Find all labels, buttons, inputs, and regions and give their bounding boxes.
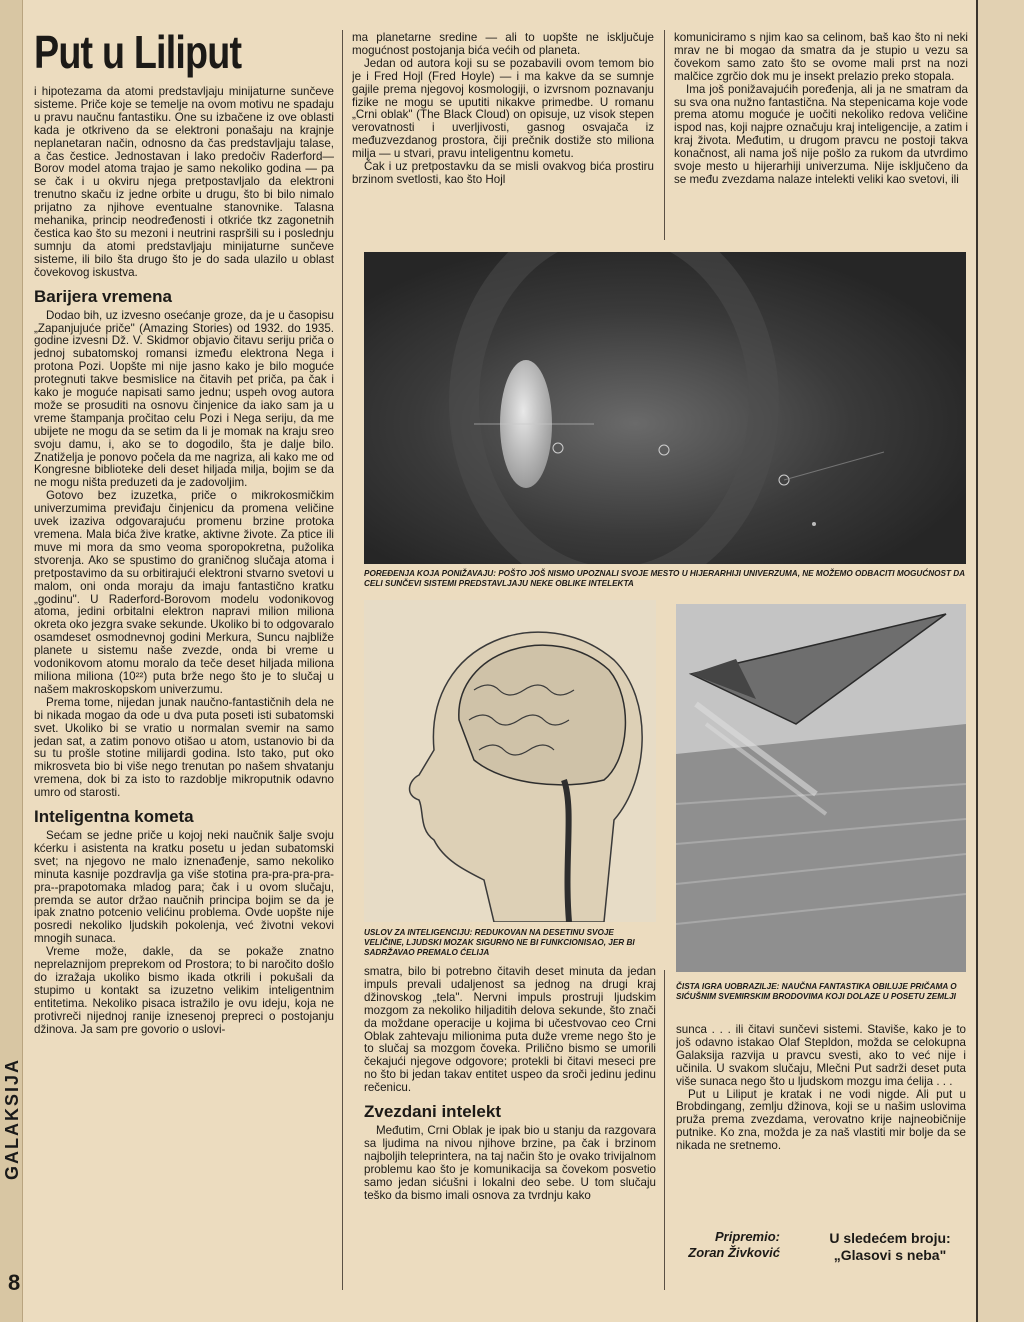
column-1: [34, 28, 334, 1290]
next-issue-label: U sledećem broju:: [829, 1230, 951, 1246]
column-3-top: [674, 32, 968, 240]
brain-illustration: [364, 600, 656, 922]
paragraph: i hipotezama da atomi predstavljaju minijaturne sunčeve sisteme. Priče koje se temelje na ovom motivu ne spadaju u pravu naučnu fantastiku. One su izbačene iz ove oblasti kada je otkriveno da se elektroni ponašaju na krajnje neplanetaran način, odnosno da čas predstavljaju talase, a čas čestice. Jednostavan i lako predočiv Raderford—Borov model atoma trajao je samo nekoliko godina — pa se čak i u okviru njega pretpostavljalo da elektroni trenutno skaču iz jedne orbite u drugu, što bi bilo nimalo prijatno za njihove eventualne stanovnike. Talasna mehanika, princip neodređenosti i otkriće tkz zagonetnih čestica kao što su mezoni i neutrini raspršili su i poslednju sumnju da atomi predstavljaju minijaturne sunčeve sisteme, ili bilo šta drugo što je do sada ulazilo u oblast čovekovog iskustva.: [34, 85, 334, 279]
paragraph: Jedan od autora koji su se pozabavili ovom temom bio je i Fred Hojl (Fred Hoyle) — i ma kakve da se sumnje gajile prema njegovoj kosmologiji, o izvrsnom poznavanju fizike ne mogu se uputiti nikakve primedbe. U romanu „Crni oblak" (The Black Cloud) on opisuje, uz visok stepen verovatnosti i uverljivosti, gasnog osvajača iz međuzvezdanog prostora, čiji prečnik dostiže sto miliona milja — u stvari, pravu inteligentnu kometu.: [352, 56, 654, 161]
paragraph: Put u Liliput je kratak i ne vodi nigde. Ali put u Brobdingang, zemlju džinova, koji se u našim uslovima pruža prema zvezdama, verovatno krije najneobičnije putnike. Ko zna, možda je za naš vlastiti mir bolje da se nikada ne sretnemo.: [676, 1087, 966, 1153]
paragraph: ma planetarne sredine — ali to uopšte ne isključuje mogućnost postojanja bića većih od planeta.: [352, 32, 654, 57]
spaceship-illustration: [676, 604, 966, 972]
paragraph: Gotovo bez izuzetka, priče o mikrokosmičkim univerzumima previđaju činjenicu da promena veličine uvek izaziva odgovarajuću promenu brzine protoka vremena. Mala bića žive kratke, aktivne živote. Za ptice ili muve mi mora da smo veoma sporopokretna, pužolika stvorenja. Ako se spustimo do graničnog slučaja atoma i pretpostavimo da su orbitirajući elektroni stvarno svetovi u malom, oni onda moraju da imaju fantastično kratku „godinu". U Raderford-Borovom modelu vodonikovog atoma, jedini orbitalni elektron napravi milion miliona okreta oko jezgra svake sekunde. Ukoliko bi to odgovaralo osamdeset osmodnevnoj godini Merkura, Suncu najbliže planete u sistemu naše zvezde, onda bi vreme u vodonikovom atomu moralo da teče deset hiljada miliona miliona miliona (10²²) puta brže nego što je to slučaj u našem makroskopskom univerzumu.: [34, 489, 334, 696]
credit-name: Zoran Živković: [688, 1245, 780, 1260]
right-edge-strip: [978, 0, 1024, 1322]
author-credit: [668, 1229, 780, 1261]
column-divider: [664, 30, 665, 240]
page-number: 8: [8, 1270, 21, 1295]
paragraph: Dodao bih, uz izvesno osećanje groze, da je u časopisu „Zapanjujuće priče" (Amazing Stories) od 1932. do 1935. godine izvesni Dž. V. Skidmor objavio čitavu seriju priča o jednoj subatomskoj romansi između elektrona Nega i protona Pozi. Uopšte mi nije jasno kako je bilo moguće protegnuti takve besmislice na čitavih pet priča, pa čak i kako je moguće napisati samo jednu; uspeh ovog autora može se prosuditi na osnovu činjenice da iako sam ja u vreme štampanja pročitao celu Pozi i Nega seriju, da me ubijete ne mogu da se setim da li je momak na kraju sreo svoju damu, i, ako se to dogodilo, šta je dalje bilo. Znatiželja je ponovo počela da me nagriza, ali kako me od Kongresne biblioteke deli deset hiljada milja, bojim se da ne mogu ništa preduzeti da je zadovoljim.: [34, 308, 334, 490]
subheading-kometa: Inteligentna kometa: [34, 807, 194, 827]
paragraph: Međutim, Crni Oblak je ipak bio u stanju da razgovara sa ljudima na nivou njihove brzine, pa čak i brzinom najboljih teleprintera, na taj način što je ovako trivijalnom problemu kao što je komunikacija sa čovekom posvetio samo jedan sićušni i lokalni deo sebe. U tom slučaju teško da bismo imali osnova za tvrdnju kako: [364, 1124, 656, 1202]
paragraph: komuniciramo s njim kao sa celinom, baš kao što ni neki mrav ne bi mogao da smatra da je stupio u vezu sa čovekom samo zato što se ovome mali prst na nozi malčice zgrčio dok mu je insekt prelazio preko stopala.: [674, 32, 968, 83]
paragraph: Vreme može, dakle, da se pokaže znatno neprelaznijom preprekom od Prostora; to bi naročito došlo do izražaja ukoliko bismo ikada otkrili i pokušali da stupimo u kontakt sa izuzetno velikim inteligentnim entitetima. Nekoliko pisaca istražilo je ovu ideju, koja ne protivreči nijednoj ranije iznesenoj prepreci o postojanju džinova. Ja sam pre govorio o uslovi-: [34, 945, 334, 1036]
subheading-barijera: Barijera vremena: [34, 286, 172, 306]
caption-ship: ČISTA IGRA UOBRAZILJE: NAUČNA FANTASTIKA OBILUJE PRIČAMA O SIĆUŠNIM SVEMIRSKIM BRODOVIMA KOJI DOLAZE U POSETU ZEMLJI: [676, 982, 957, 1001]
paragraph: Ima još ponižavajućih poređenja, ali ja ne smatram da su sva ona nužno fantastična. Na stepenicama koje vode prema atomu moguće je uočiti nekoliko redova veličine ispod nas, koji najpre označuju kraj inteligencije, a zatim i kraj života. Međutim, u drugom pravcu ne postoji takva konačnost, ali nama još nije pošlo za rukom da utvrdimo svoje mesto u hijerarhiji univerzuma. Nije isključeno da se među zvezdama nalaze intelekti veliki kao svetovi, ili: [674, 82, 968, 186]
paragraph: smatra, bilo bi potrebno čitavih deset minuta da jedan impuls prevali udaljenost sa jednog na drugi kraj džinovskog „tela". Nervni impuls prostruji ljudskim mozgom za nekoliko hiljaditih delova sekunde, što znači da moždane operacije u kojima bi učestvovao ceo Crni Oblak zahtevaju milionima puta duže vreme nego što je to slučaj sa mozgom čoveka. Prilično bismo se umorili čekajući njegove odgovore; protekli bi čitavi meseci pre no što bi jedan takav entitet uspeo da sroči jedinu jedinu rečenicu.: [364, 966, 656, 1095]
column-2-bottom: [364, 966, 656, 1290]
space-illustration: [364, 252, 966, 564]
column-3-bottom: [676, 1024, 966, 1174]
paragraph: Čak i uz pretpostavku da se misli ovakvog bića prostiru brzinom svetlosti, kao što Hojl: [352, 160, 654, 186]
caption-brain: USLOV ZA INTELIGENCIJU: REDUKOVAN NA DESETINU SVOJE VELIČINE, LJUDSKI MOZAK SIGURNO NE BI FUNKCIONISAO, JER BI SADRŽAVAO PREMALO ĆELIJA: [364, 928, 635, 957]
next-issue-title: „Glasovi s neba": [833, 1247, 947, 1263]
next-issue-teaser: [810, 1230, 970, 1264]
credit-label: Pripremio:: [714, 1229, 780, 1244]
column-divider: [664, 970, 665, 1290]
subheading-zvezdani: Zvezdani intelekt: [364, 1102, 501, 1122]
article-title: Put u Liliput: [34, 28, 242, 78]
magazine-edge-logo: GALAKSIJA: [2, 1057, 22, 1180]
caption-space: POREĐENJA KOJA PONIŽAVAJU: POŠTO JOŠ NISMO UPOZNALI SVOJE MESTO U HIJERARHIJI UNIVERZUMA, NE MOŽEMO ODBACITI MOGUĆNOST DA CELI SUNČEVI SISTEMI PREDSTAVLJAJU NEKE OBLIKE INTELEKTA: [364, 569, 965, 588]
paragraph: sunca . . . ili čitavi sunčevi sistemi. Štaviše, kako je to još odavno istakao Olaf Stepldon, možda se celokupna Galaksija razvija u pravcu svesti, ako to već nije i učinila. U svakom slučaju, Mlečni Put sadrži deset puta više sunaca nego što u ljudskom mozgu ima ćelija . . .: [676, 1024, 966, 1088]
column-2-top: [352, 32, 654, 240]
column-divider: [342, 30, 343, 1290]
paragraph: Sećam se jedne priče u kojoj neki naučnik šalje svoju kćerku i asistenta na kratku posetu u jedan subatomski svet; na njegovo ne malo iznenađenje, samo nekoliko minuta kasnije pozdravlja ga više stotina pra-pra-pra-pra-pra--prapotomaka mladog para; čak i u ovom slučaju, premda se autor držao naučnih principa bojim se da je ipak znatno potcenio velićinu problema. Ovde uopšte nije posredi nekoliko ljudskih pokolenja, već životni vekovi mnogih sunaca.: [34, 829, 334, 946]
paragraph: Prema tome, nijedan junak naučno-fantastičnih dela ne bi nikada mogao da ode u dva puta poseti isti subatomski svet. Ukoliko bi se vratio u normalan svemir na samo jedan sat, a zatim ponovo otišao u atom, ustanovio bi da su tu prošle stotine milijardi godina. Isto tako, put oko mikrosveta bio bi više nego trenutan po našem shvatanju vremena, dok bi za isto to razdoblje mikroputnik odavno umro od starosti.: [34, 695, 334, 800]
